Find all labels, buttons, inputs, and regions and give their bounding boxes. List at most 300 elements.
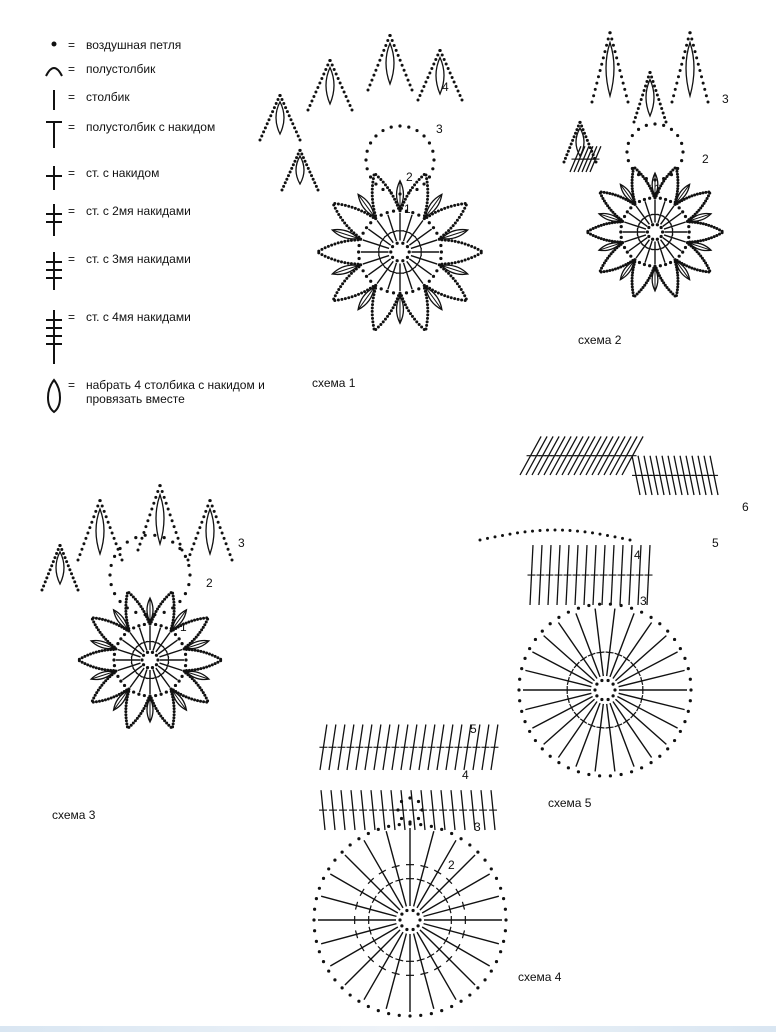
chain-dot xyxy=(132,595,135,598)
chain-dot xyxy=(271,110,274,113)
leaf-cluster xyxy=(56,552,64,584)
chain-dot xyxy=(411,928,414,931)
chain-dot xyxy=(406,256,409,259)
chain-dot xyxy=(424,174,427,177)
chain-dot xyxy=(430,825,433,828)
chain-dot xyxy=(587,143,590,146)
chain-dot xyxy=(347,205,350,208)
chain-dot xyxy=(606,270,609,273)
chain-dot xyxy=(179,543,182,546)
chain-dot xyxy=(425,216,428,219)
chain-dot xyxy=(152,702,155,705)
chain-dot xyxy=(142,707,145,710)
chain-dot xyxy=(88,526,91,529)
chain-dot xyxy=(351,109,354,112)
chain-dot xyxy=(137,624,140,627)
chain-dot xyxy=(127,591,130,594)
chain-dot xyxy=(282,185,285,188)
chain-dot xyxy=(142,531,145,534)
chain-dot xyxy=(171,696,174,699)
chain-dot xyxy=(297,134,300,137)
row-number: 2 xyxy=(448,858,455,872)
chain-dot xyxy=(405,306,408,309)
legend-row xyxy=(40,252,191,292)
chain-dot xyxy=(432,158,435,161)
chain-dot xyxy=(600,267,603,270)
chain-dot xyxy=(613,688,616,691)
chain-dot xyxy=(631,179,634,182)
chain-dot xyxy=(109,648,112,651)
chain-dot xyxy=(380,214,383,217)
chain-dot xyxy=(194,537,197,540)
chain-dot xyxy=(281,98,284,101)
chain-dot xyxy=(300,153,303,156)
chain-dot xyxy=(458,216,461,219)
chain-dot xyxy=(611,683,614,686)
chain-dot xyxy=(405,195,408,198)
chain-dot xyxy=(103,649,106,652)
chain-dot xyxy=(599,269,602,272)
chain-dot xyxy=(163,611,166,614)
legend-row xyxy=(40,310,191,366)
chain-dot xyxy=(215,515,218,518)
chain-dot xyxy=(386,186,389,189)
leaf-vein xyxy=(358,194,374,216)
chain-dot xyxy=(384,318,387,321)
chain-dot xyxy=(654,89,657,92)
chain-dot xyxy=(603,199,606,202)
chain-dot xyxy=(160,693,163,696)
chain-dot xyxy=(184,664,187,667)
chain-dot xyxy=(672,94,675,97)
chain-dot xyxy=(286,110,289,113)
arc-icon xyxy=(40,62,68,84)
row-number: 4 xyxy=(634,548,641,562)
chain-dot xyxy=(704,262,707,265)
chain-dot xyxy=(418,323,421,326)
chain-dot xyxy=(113,537,116,540)
chain-dot xyxy=(459,837,462,840)
chain-dot xyxy=(676,277,679,280)
chain-dot xyxy=(209,499,212,502)
chain-dot xyxy=(94,510,97,513)
legend-row xyxy=(40,120,215,150)
chain-dot xyxy=(308,104,311,107)
chain-dot xyxy=(662,112,665,115)
chain-dot xyxy=(92,616,95,619)
chain-dot xyxy=(343,91,346,94)
chain-dot xyxy=(366,150,369,153)
chain-dot xyxy=(353,262,356,265)
chain-dot xyxy=(419,1014,422,1017)
chain-dot xyxy=(679,69,682,72)
chain-dot xyxy=(343,279,346,282)
chain-dot xyxy=(171,540,174,543)
chain-dot xyxy=(98,650,101,653)
chain-dot xyxy=(454,261,457,264)
chain-dot xyxy=(374,214,377,217)
chain-dot xyxy=(52,560,55,563)
chain-dot xyxy=(172,704,175,707)
chain-dot xyxy=(386,315,389,318)
chain-dot xyxy=(407,126,410,129)
chain-dot xyxy=(167,724,170,727)
chain-dot xyxy=(70,572,73,575)
chain-dot xyxy=(109,669,112,672)
equals-sign: = xyxy=(68,166,76,180)
chain-dot xyxy=(699,222,702,225)
chain-dot xyxy=(440,250,443,253)
chain-dot xyxy=(161,717,164,720)
chain-dot xyxy=(451,76,454,79)
chain-dot xyxy=(203,694,206,697)
chain-dot xyxy=(146,651,149,654)
chain-dot xyxy=(163,719,166,722)
chain-dot xyxy=(415,181,418,184)
chain-dot xyxy=(347,296,350,299)
chain-dot xyxy=(397,54,400,57)
chain-dot xyxy=(105,515,108,518)
row-number: 3 xyxy=(474,820,481,834)
chain-dot xyxy=(369,287,372,290)
chain-dot xyxy=(203,623,206,626)
chain-dot xyxy=(337,299,340,302)
chain-dot xyxy=(594,88,597,91)
chain-dot xyxy=(138,543,141,546)
chain-dot xyxy=(366,213,369,216)
chain-dot xyxy=(372,324,375,327)
chain-dot xyxy=(82,542,85,545)
chain-dot xyxy=(96,505,99,508)
chain-dot xyxy=(99,686,102,689)
chain-dot xyxy=(330,244,333,247)
chain-dot xyxy=(434,290,437,293)
chain-dot xyxy=(567,766,570,769)
stitch-bar xyxy=(606,727,614,728)
chain-dot xyxy=(531,530,534,533)
chain-dot xyxy=(59,544,62,547)
chain-dot xyxy=(64,556,67,559)
chain-dot xyxy=(454,222,457,225)
chain-dot xyxy=(606,698,609,701)
chain-dot xyxy=(107,697,110,700)
chain-dot xyxy=(631,176,634,179)
chain-dot xyxy=(656,223,659,226)
chain-dot xyxy=(631,190,634,193)
chain-dot xyxy=(205,666,208,669)
chain-dot xyxy=(417,800,420,803)
chain-dot xyxy=(112,695,115,698)
chain-dot xyxy=(440,236,443,239)
chain-dot xyxy=(501,534,504,537)
chain-dot xyxy=(615,56,618,59)
chain-dot xyxy=(692,44,695,47)
chain-dot xyxy=(477,248,480,251)
chain-dot xyxy=(184,592,187,595)
chain-dot xyxy=(676,167,679,170)
chain-dot xyxy=(387,825,390,828)
chain-dot xyxy=(678,255,681,258)
chain-dot xyxy=(188,553,191,556)
chain-dot xyxy=(465,203,468,206)
chain-dot xyxy=(684,246,687,249)
chain-dot xyxy=(172,613,175,616)
chain-dot xyxy=(299,139,302,142)
chain-dot xyxy=(351,295,354,298)
chain-dot xyxy=(584,135,587,138)
chain-dot xyxy=(651,223,654,226)
chain-dot xyxy=(350,239,353,242)
chain-dot xyxy=(392,291,395,294)
chain-dot xyxy=(476,851,479,854)
chain-dot xyxy=(707,224,710,227)
chain-dot xyxy=(687,236,690,239)
chain-dot xyxy=(320,248,323,251)
chain-dot xyxy=(99,499,102,502)
chain-dot xyxy=(591,101,594,104)
chain-dot xyxy=(347,262,350,265)
chain-dot xyxy=(674,88,677,91)
chain-dot xyxy=(619,195,622,198)
chain-dot xyxy=(172,701,175,704)
chain-dot xyxy=(78,658,81,661)
chain-dot xyxy=(428,141,431,144)
chain-dot xyxy=(371,306,374,309)
chain-dot xyxy=(172,722,175,725)
chain-dot xyxy=(611,268,614,271)
chain-dot xyxy=(638,261,641,264)
chain-dot xyxy=(617,63,620,66)
chain-dot xyxy=(417,99,420,102)
scheme-1-caption: схема 1 xyxy=(312,376,356,390)
chain-dot xyxy=(426,310,429,313)
chain-dot xyxy=(619,230,622,233)
chain-dot xyxy=(313,181,316,184)
chain-dot xyxy=(208,665,211,668)
chain-dot xyxy=(611,193,614,196)
stitch-bar xyxy=(596,727,604,728)
chain-dot xyxy=(357,293,360,296)
chain-dot xyxy=(337,288,340,291)
chain-dot xyxy=(439,49,442,52)
chain-dot xyxy=(205,701,208,704)
chain-dot xyxy=(199,667,202,670)
chain-dot xyxy=(363,290,366,293)
chain-dot xyxy=(382,320,385,323)
chain-dot xyxy=(334,207,337,210)
chain-dot xyxy=(591,531,594,534)
chain-dot xyxy=(92,620,95,623)
chain-dot xyxy=(633,201,636,204)
scheme-2-caption: схема 2 xyxy=(578,333,622,347)
chain-dot xyxy=(99,631,102,634)
chain-dot xyxy=(495,960,498,963)
chain-dot xyxy=(80,548,83,551)
chain-dot xyxy=(669,261,672,264)
chain-dot xyxy=(721,231,724,234)
chain-dot xyxy=(136,600,139,603)
chain-dot xyxy=(142,610,145,613)
chain-dot xyxy=(541,630,544,633)
chain-dot xyxy=(680,142,683,145)
chain-dot xyxy=(401,242,404,245)
chain-dot xyxy=(440,263,443,266)
chain-dot xyxy=(392,306,395,309)
chain-dot xyxy=(155,654,158,657)
chain-dot xyxy=(172,698,175,701)
chain-dot xyxy=(337,77,340,80)
chain-dot xyxy=(696,268,699,271)
chain-dot xyxy=(426,306,429,309)
chain-dot xyxy=(631,173,634,176)
row-number: 3 xyxy=(722,92,729,106)
chain-dot xyxy=(141,607,144,610)
chain-dot xyxy=(389,34,392,37)
chain-dot xyxy=(446,295,449,298)
chain-dot xyxy=(683,657,686,660)
chain-dot xyxy=(213,510,216,513)
chain-dot xyxy=(187,696,190,699)
chain-dot xyxy=(158,712,161,715)
chain-dot xyxy=(396,259,399,262)
chain-dot xyxy=(675,195,678,198)
chain-dot xyxy=(341,86,344,89)
chain-dot xyxy=(418,178,421,181)
chain-dot xyxy=(631,181,634,184)
chain-dot xyxy=(569,529,572,532)
chain-dot xyxy=(618,69,621,72)
chain-dot xyxy=(72,576,75,579)
row-number: 2 xyxy=(206,576,213,590)
chain-dot xyxy=(431,167,434,170)
chain-dot xyxy=(426,300,429,303)
chain-dot xyxy=(673,739,676,742)
chain-dot xyxy=(333,242,336,245)
chain-dot xyxy=(701,270,704,273)
chain-dot xyxy=(124,707,127,710)
chain-dot xyxy=(417,287,420,290)
chain-dot xyxy=(595,82,598,85)
chain-dot xyxy=(600,194,603,197)
chain-dot xyxy=(702,82,705,85)
chain-dot xyxy=(647,226,650,229)
chain-dot xyxy=(445,231,448,234)
chain-dot xyxy=(132,722,135,725)
chain-dot xyxy=(397,207,400,210)
chain-dot xyxy=(192,542,195,545)
stitch-stick xyxy=(532,652,592,684)
chain-dot xyxy=(124,713,127,716)
chain-dot xyxy=(460,213,463,216)
chain-dot xyxy=(143,694,146,697)
chain-dot xyxy=(632,195,635,198)
chain-dot xyxy=(348,227,351,230)
chain-dot xyxy=(324,246,327,249)
chain-dot xyxy=(103,510,106,513)
chain-dot xyxy=(147,621,150,624)
chain-dot xyxy=(177,537,180,540)
chain-dot xyxy=(605,44,608,47)
chain-dot xyxy=(666,747,669,750)
chain-dot xyxy=(431,150,434,153)
chain-dot xyxy=(640,611,643,614)
chain-dot xyxy=(674,263,677,266)
chain-dot xyxy=(144,704,147,707)
chain-dot xyxy=(160,624,163,627)
legend-label: полустолбик с накидом xyxy=(86,120,216,134)
chain-dot xyxy=(214,662,217,665)
chain-dot xyxy=(125,601,128,604)
chain-dot xyxy=(320,77,323,80)
chain-dot xyxy=(425,324,428,327)
chain-dot xyxy=(391,245,394,248)
leaf-cluster xyxy=(206,509,214,554)
chain-dot xyxy=(60,548,63,551)
chain-dot xyxy=(357,837,360,840)
chain-dot xyxy=(426,195,429,198)
chain-dot xyxy=(408,820,411,823)
chain-dot xyxy=(631,285,634,288)
chain-dot xyxy=(55,552,58,555)
chain-dot xyxy=(401,259,404,262)
chain-dot xyxy=(116,642,119,645)
chain-dot xyxy=(653,85,656,88)
chain-dot xyxy=(611,240,614,243)
chain-dot xyxy=(208,652,211,655)
chain-dot xyxy=(577,607,580,610)
leaf-cluster xyxy=(326,68,334,105)
legend-label: воздушная петля xyxy=(86,38,182,52)
chain-dot xyxy=(349,843,352,846)
chain-dot xyxy=(633,263,636,266)
chain-dot xyxy=(113,592,116,595)
chain-dot xyxy=(161,490,164,493)
row-number: 5 xyxy=(712,536,719,550)
chain-dot xyxy=(341,282,344,285)
chain-dot xyxy=(435,269,438,272)
chain-dot xyxy=(577,125,580,128)
scheme-3-caption: схема 3 xyxy=(52,808,96,822)
chain-dot xyxy=(416,924,419,927)
chain-dot xyxy=(138,602,141,605)
chain-dot xyxy=(631,288,634,291)
chain-dot xyxy=(229,553,232,556)
chain-dot xyxy=(517,688,520,691)
chain-dot xyxy=(172,598,175,601)
chain-dot xyxy=(324,255,327,258)
chain-dot xyxy=(541,747,544,750)
chain-dot xyxy=(324,68,327,71)
chain-dot xyxy=(602,56,605,59)
leaf-vein xyxy=(426,287,442,309)
chain-dot xyxy=(597,225,600,228)
chain-dot xyxy=(399,59,402,62)
chain-dot xyxy=(587,773,590,776)
chain-dot xyxy=(463,207,466,210)
chain-dot xyxy=(369,141,372,144)
chain-dot xyxy=(390,191,393,194)
chain-dot xyxy=(171,606,174,609)
chain-dot xyxy=(371,310,374,313)
chain-dot xyxy=(420,175,423,178)
chain-dot xyxy=(632,266,635,269)
chain-dot xyxy=(337,202,340,205)
chain-dot xyxy=(150,696,153,699)
chain-dot xyxy=(307,167,310,170)
chain-dot xyxy=(539,529,542,532)
chain-dot xyxy=(322,73,325,76)
chain-dot xyxy=(616,221,619,224)
